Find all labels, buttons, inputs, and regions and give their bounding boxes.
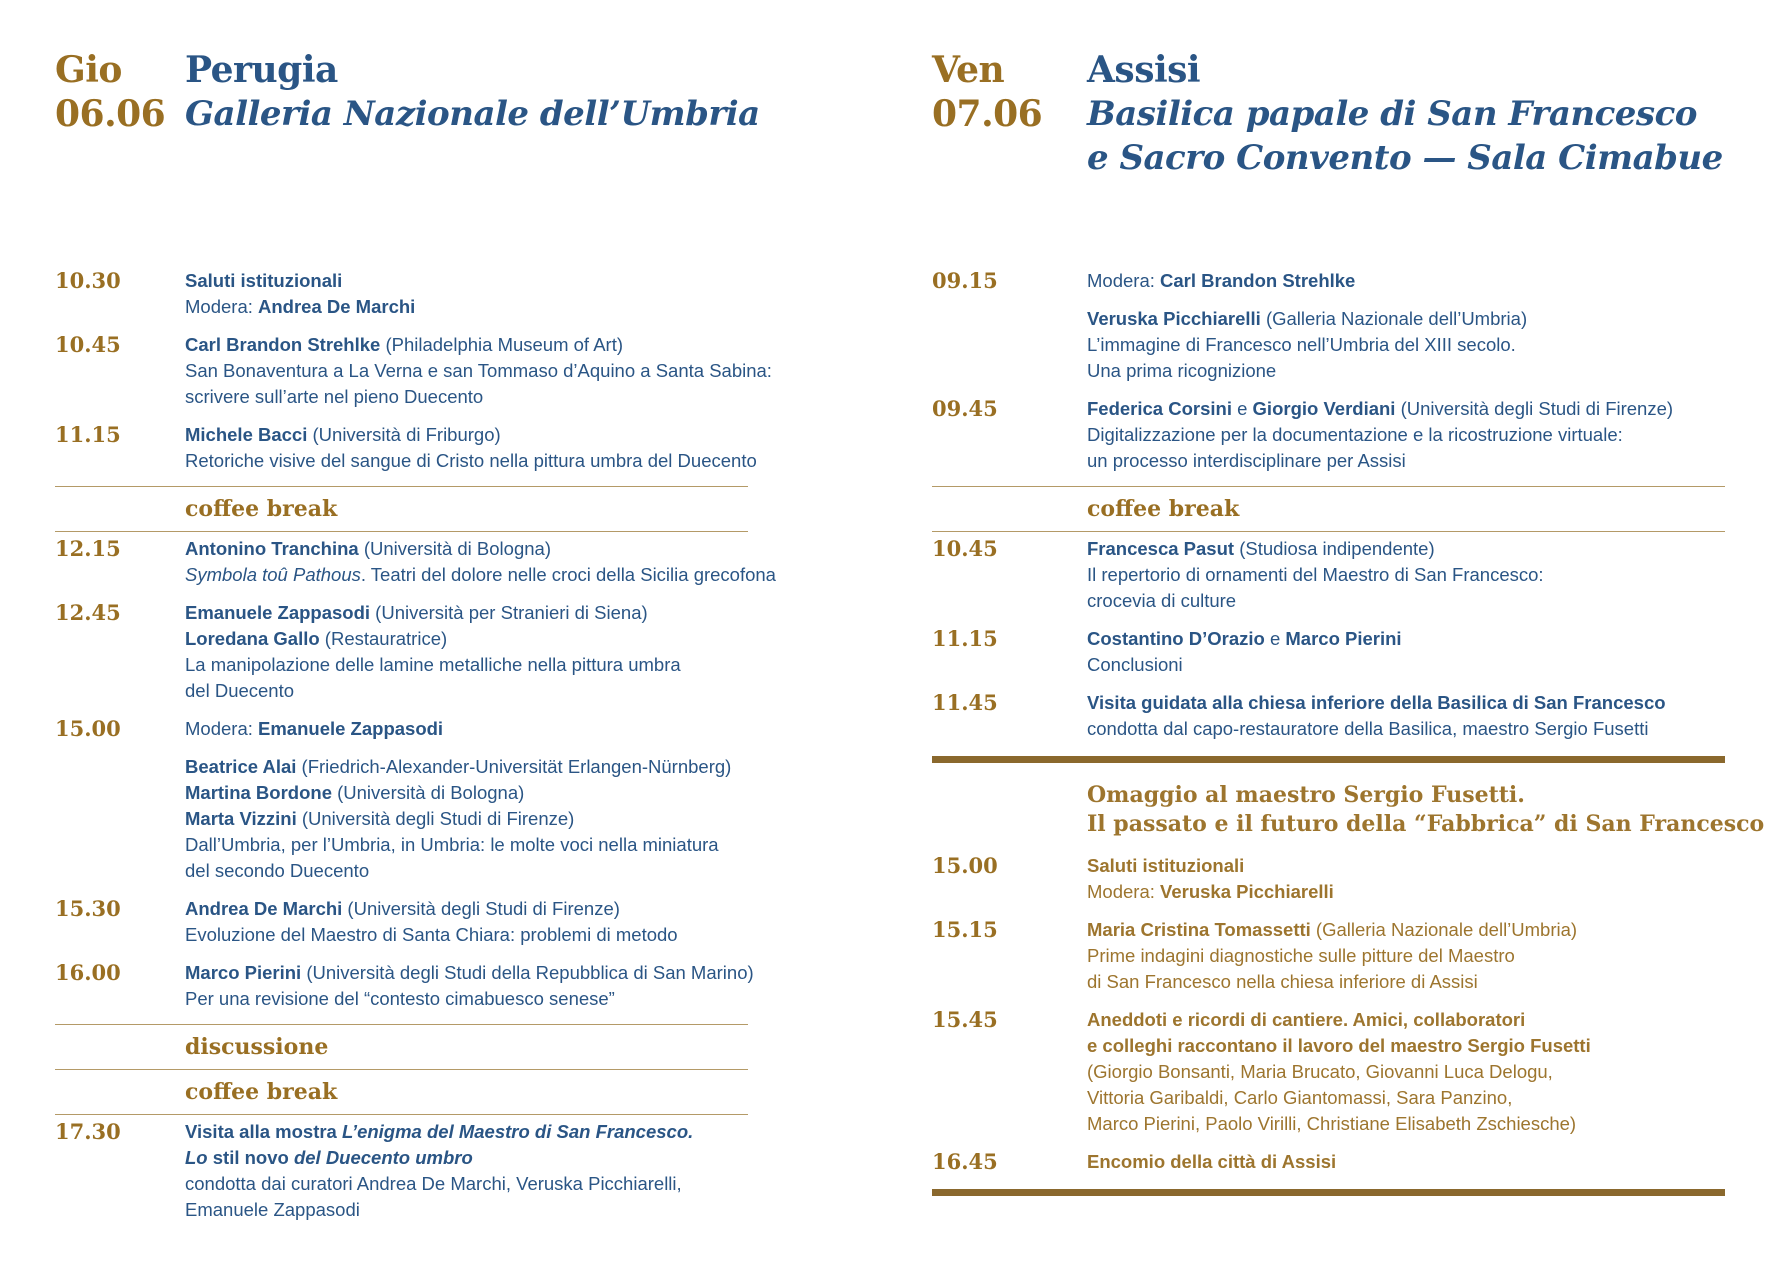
day2-when	[932, 48, 1087, 136]
session-line: Vittoria Garibaldi, Carlo Giantomassi, Sara Panzino,	[1087, 1087, 1513, 1108]
session-line: Modera: Emanuele Zappasodi	[185, 718, 444, 739]
session-time: 17.30	[55, 1119, 121, 1144]
session-time: 09.15	[932, 268, 998, 293]
session-content	[1087, 1149, 1725, 1175]
session-line: Dall’Umbria, per l’Umbria, in Umbria: le molte voci nella miniatura	[185, 834, 719, 855]
session-line: Retoriche visive del sangue di Cristo nella pittura umbra del Duecento	[185, 450, 757, 471]
session-line: Prime indagini diagnostiche sulle pitture del Maestro	[1087, 945, 1515, 966]
session-line: Andrea De Marchi (Università degli Studi di Firenze)	[185, 898, 620, 919]
session-time: 15.00	[55, 716, 121, 741]
session-content	[1087, 917, 1725, 995]
day1-header	[55, 48, 760, 268]
session-line: e colleghi raccontano il lavoro del maestro Sergio Fusetti	[1087, 1035, 1591, 1056]
venue-line: e Sacro Convento — Sala Cimabue	[1087, 138, 1723, 178]
session-row	[55, 332, 772, 410]
session-content	[1087, 853, 1725, 905]
session-content	[1087, 536, 1725, 614]
session-line: del Duecento	[185, 680, 295, 701]
session-content	[185, 600, 748, 704]
session-time: 11.15	[55, 422, 121, 447]
venue-line: Galleria Nazionale dell’Umbria	[185, 94, 760, 134]
session-row	[932, 626, 1725, 678]
session-time: 15.30	[55, 896, 121, 921]
day1-when	[55, 48, 185, 136]
session-line: Saluti istituzionali	[185, 270, 343, 291]
session-content	[185, 536, 776, 588]
session-line: Evoluzione del Maestro di Santa Chiara: problemi di metodo	[185, 924, 678, 945]
session-line: L’immagine di Francesco nell’Umbria del XIII secolo.	[1087, 334, 1516, 355]
session-line: Symbola toû Pathous. Teatri del dolore nelle croci della Sicilia grecofona	[185, 564, 776, 585]
session-line: condotta dai curatori Andrea De Marchi, Veruska Picchiarelli,	[185, 1173, 682, 1194]
session-line: crocevia di culture	[1087, 590, 1237, 611]
session-time: 12.15	[55, 536, 121, 561]
session-content	[185, 716, 748, 884]
section-heading	[1087, 781, 1765, 839]
session-line: Michele Bacci (Università di Friburgo)	[185, 424, 501, 445]
day1-city: Perugia	[185, 49, 338, 91]
session-time: 15.00	[932, 853, 998, 878]
session-line: Il repertorio di ornamenti del Maestro di San Francesco:	[1087, 564, 1544, 585]
session-line: Martina Bordone (Università di Bologna)	[185, 782, 525, 803]
session-line: Encomio della città di Assisi	[1087, 1151, 1337, 1172]
session-line: Lo stil novo del Duecento umbro	[185, 1147, 473, 1168]
divider-thin	[932, 531, 1725, 532]
session-line: Conclusioni	[1087, 654, 1183, 675]
session-row	[932, 1007, 1725, 1137]
break-label: discussione	[185, 1034, 329, 1060]
session-row	[932, 917, 1725, 995]
session-line: Visita alla mostra L’enigma del Maestro di San Francesco.	[185, 1121, 694, 1142]
session-content	[1087, 396, 1725, 474]
session-row	[932, 396, 1725, 474]
day2-column	[932, 48, 1765, 1214]
session-time: 11.45	[932, 690, 998, 715]
day2-header	[932, 48, 1725, 268]
day1-weekday: Gio	[55, 49, 122, 91]
session-line: Francesca Pasut (Studiosa indipendente)	[1087, 538, 1435, 559]
session-row	[55, 716, 748, 884]
session-time: 09.45	[932, 396, 998, 421]
session-line: Carl Brandon Strehlke (Philadelphia Museum of Art)	[185, 334, 623, 355]
session-content	[185, 1119, 748, 1223]
session-line: scrivere sull’arte nel pieno Duecento	[185, 386, 484, 407]
session-line: Aneddoti e ricordi di cantiere. Amici, collaboratori	[1087, 1009, 1526, 1030]
session-line: (Giorgio Bonsanti, Maria Brucato, Giovanni Luca Delogu,	[1087, 1061, 1553, 1082]
session-time: 10.30	[55, 268, 121, 293]
venue-line: Basilica papale di San Francesco	[1087, 94, 1697, 134]
session-line: Per una revisione del “contesto cimabuesco senese”	[185, 988, 615, 1009]
day1-where	[185, 48, 760, 136]
divider-thin	[55, 1114, 748, 1115]
session-line: Modera: Andrea De Marchi	[185, 296, 416, 317]
session-time: 12.45	[55, 600, 121, 625]
session-time: 10.45	[932, 536, 998, 561]
session-line: Maria Cristina Tomassetti (Galleria Nazionale dell’Umbria)	[1087, 919, 1578, 940]
day2-schedule	[932, 268, 1765, 1196]
session-line: Marco Pierini (Università degli Studi della Repubblica di San Marino)	[185, 962, 754, 983]
day1-venue	[185, 92, 760, 136]
session-line: Modera: Carl Brandon Strehlke	[1087, 270, 1356, 291]
session-time: 16.45	[932, 1149, 998, 1174]
section-heading-line: Il passato e il futuro della “Fabbrica” di San Francesco	[1087, 811, 1765, 837]
section-heading-line: Omaggio al maestro Sergio Fusetti.	[1087, 782, 1525, 808]
session-line: Marta Vizzini (Università degli Studi di Firenze)	[185, 808, 575, 829]
day2-weekday: Ven	[932, 49, 1005, 91]
session-row	[932, 690, 1725, 742]
break-label: coffee break	[185, 1079, 338, 1105]
session-line: Loredana Gallo (Restauratrice)	[185, 628, 448, 649]
session-line: un processo interdisciplinare per Assisi	[1087, 450, 1406, 471]
break-label: coffee break	[185, 496, 338, 522]
day2-city: Assisi	[1087, 49, 1201, 91]
session-line: Veruska Picchiarelli (Galleria Nazionale dell’Umbria)	[1087, 308, 1528, 329]
divider-thin	[55, 531, 748, 532]
session-content	[1087, 690, 1725, 742]
session-content	[1087, 1007, 1725, 1137]
session-line: Costantino D’Orazio e Marco Pierini	[1087, 628, 1402, 649]
divider-thick	[932, 1189, 1725, 1196]
divider-thin	[55, 486, 748, 487]
session-row	[55, 600, 748, 704]
divider-thick	[932, 756, 1725, 763]
day2-where	[1087, 48, 1723, 180]
paragraph-gap	[185, 742, 748, 754]
session-line: Digitalizzazione per la documentazione e la ricostruzione virtuale:	[1087, 424, 1623, 445]
session-line: Emanuele Zappasodi	[185, 1199, 360, 1220]
session-time: 16.00	[55, 960, 121, 985]
session-line: Federica Corsini e Giorgio Verdiani (Università degli Studi di Firenze)	[1087, 398, 1674, 419]
day2-venue	[1087, 92, 1723, 180]
session-line: Saluti istituzionali	[1087, 855, 1245, 876]
session-line: San Bonaventura a La Verna e san Tommaso d’Aquino a Santa Sabina:	[185, 360, 772, 381]
session-row	[932, 268, 1725, 384]
session-time: 11.15	[932, 626, 998, 651]
session-time: 15.15	[932, 917, 998, 942]
session-line: condotta dal capo-restauratore della Basilica, maestro Sergio Fusetti	[1087, 718, 1649, 739]
day1-schedule	[55, 268, 776, 1223]
session-time: 15.45	[932, 1007, 998, 1032]
session-row	[55, 960, 754, 1012]
session-line: Beatrice Alai (Friedrich-Alexander-Universität Erlangen-Nürnberg)	[185, 756, 732, 777]
day2-date: 07.06	[932, 93, 1043, 135]
session-row	[55, 1119, 748, 1223]
session-content	[185, 960, 754, 1012]
session-time: 10.45	[55, 332, 121, 357]
divider-thin	[55, 1069, 748, 1070]
break-label: coffee break	[1087, 496, 1240, 522]
session-content	[185, 332, 772, 410]
session-row	[55, 422, 757, 474]
session-row	[55, 268, 748, 320]
day1-date: 06.06	[55, 93, 166, 135]
session-row	[55, 536, 776, 588]
session-row	[932, 1149, 1725, 1175]
paragraph-gap	[1087, 294, 1725, 306]
session-line: La manipolazione delle lamine metalliche nella pittura umbra	[185, 654, 681, 675]
session-content	[1087, 626, 1725, 678]
session-line: Una prima ricognizione	[1087, 360, 1277, 381]
session-content	[185, 896, 748, 948]
session-row	[932, 536, 1725, 614]
session-line: Emanuele Zappasodi (Università per Stranieri di Siena)	[185, 602, 648, 623]
session-line: Modera: Veruska Picchiarelli	[1087, 881, 1334, 902]
divider-thin	[932, 486, 1725, 487]
session-row	[932, 853, 1725, 905]
session-line: di San Francesco nella chiesa inferiore di Assisi	[1087, 971, 1478, 992]
session-line: del secondo Duecento	[185, 860, 370, 881]
session-line: Antonino Tranchina (Università di Bologna)	[185, 538, 551, 559]
session-content	[185, 422, 757, 474]
day1-column	[55, 48, 776, 1235]
session-line: Visita guidata alla chiesa inferiore della Basilica di San Francesco	[1087, 692, 1666, 713]
session-content	[1087, 268, 1725, 384]
session-line: Marco Pierini, Paolo Virilli, Christiane Elisabeth Zschiesche)	[1087, 1113, 1577, 1134]
divider-thin	[55, 1024, 748, 1025]
session-row	[55, 896, 748, 948]
session-content	[185, 268, 748, 320]
